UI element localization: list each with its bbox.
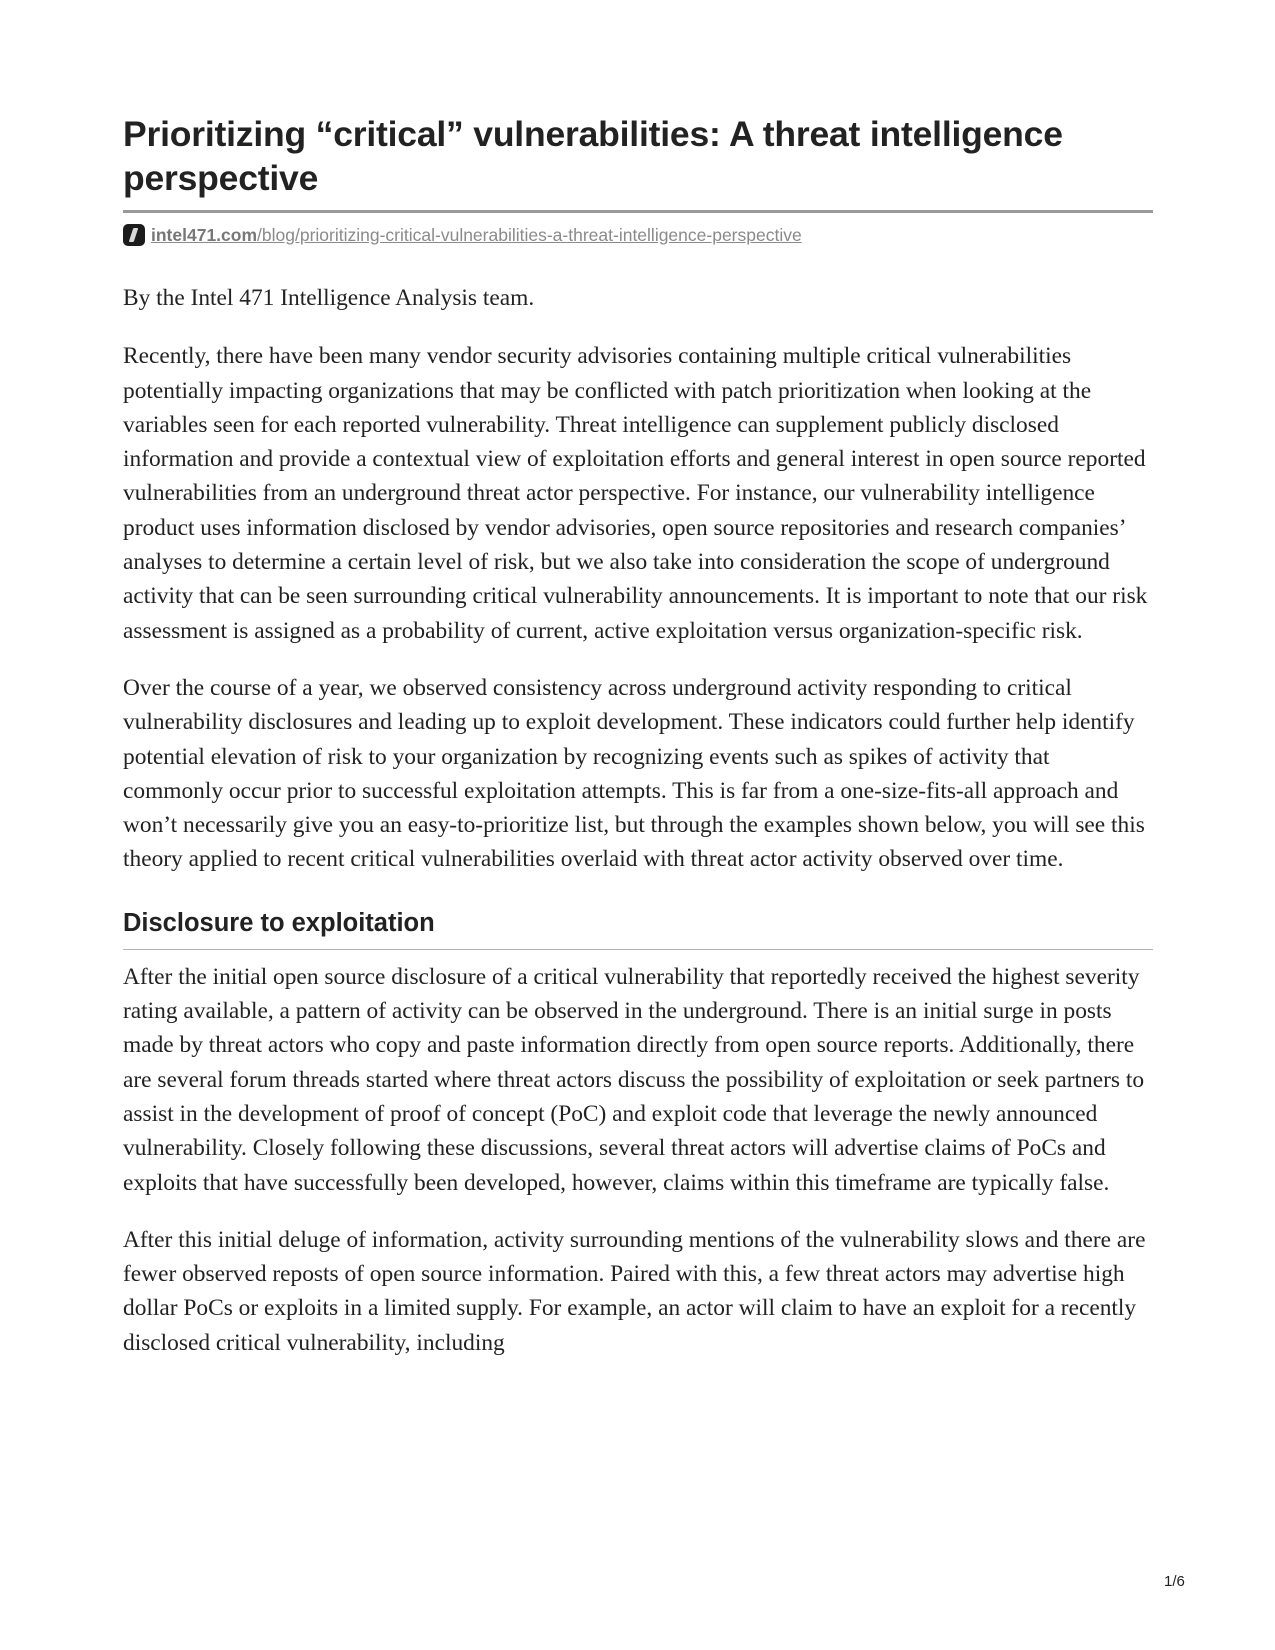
page-title: Prioritizing “critical” vulnerabilities: A threat intelligence perspective	[123, 114, 1063, 198]
source-domain: intel471.com	[151, 224, 258, 245]
page-number: 1/6	[1164, 1573, 1185, 1590]
source-line	[123, 223, 1153, 247]
title-divider	[123, 210, 1153, 213]
intel471-favicon-icon	[123, 224, 145, 246]
paragraph-2: Over the course of a year, we observed consistency across underground activity responding to critical vulnerability disclosures and leading up to exploit development. These indicators could further help identify potential elevation of risk to your organization by recognizing events such as spikes of activity that commonly occur prior to successful exploitation attempts. This is far from a one-size-fits-all approach and won’t necessarily give you an easy-to-prioritize list, but through the examples shown below, you will see this theory applied to recent critical vulnerabilities overlaid with threat actor activity observed over time.	[123, 674, 1145, 873]
paragraph-4: After this initial deluge of information, activity surrounding mentions of the vulnerability slows and there are fewer observed reposts of open source information. Paired with this, a few threat actors may advertise high dollar PoCs or exploits in a limited supply. For example, an actor will claim to have an exploit for a recently disclosed critical vulnerability, including	[123, 1226, 1146, 1356]
source-link[interactable]	[151, 225, 802, 246]
source-path: /blog/prioritizing-critical-vulnerabilities-a-threat-intelligence-perspective	[257, 224, 802, 245]
section-heading: Disclosure to exploitation	[123, 908, 435, 937]
paragraph-1: Recently, there have been many vendor security advisories containing multiple critical vulnerabilities potentially impacting organizations that may be conflicted with patch prioritization when looking at the variables seen for each reported vulnerability. Threat intelligence can supplement publicly disclosed information and provide a contextual view of exploitation efforts and general interest in open source reported vulnerabilities from an underground threat actor perspective. For instance, our vulnerability intelligence product uses information disclosed by vendor advisories, open source repositories and research companies’ analyses to determine a certain level of risk, but we also take into consideration the scope of underground activity that can be seen surrounding critical vulnerability announcements. It is important to note that our risk assessment is assigned as a probability of current, active exploitation versus organization-specific risk.	[123, 343, 1148, 644]
byline: By the Intel 471 Intelligence Analysis team.	[123, 285, 535, 311]
paragraph-3: After the initial open source disclosure of a critical vulnerability that reportedly received the highest severity rating available, a pattern of activity can be observed in the underground. There is an initial surge in posts made by threat actors who copy and paste information directly from open source reports. Additionally, there are several forum threads started where threat actors discuss the possibility of exploitation or seek partners to assist in the development of proof of concept (PoC) and exploit code that leverage the newly announced vulnerability. Closely following these discussions, several threat actors will advertise claims of PoCs and exploits that have successfully been developed, however, claims within this timeframe are typically false.	[123, 963, 1145, 1196]
section-divider	[123, 949, 1153, 950]
article	[123, 112, 1153, 1360]
